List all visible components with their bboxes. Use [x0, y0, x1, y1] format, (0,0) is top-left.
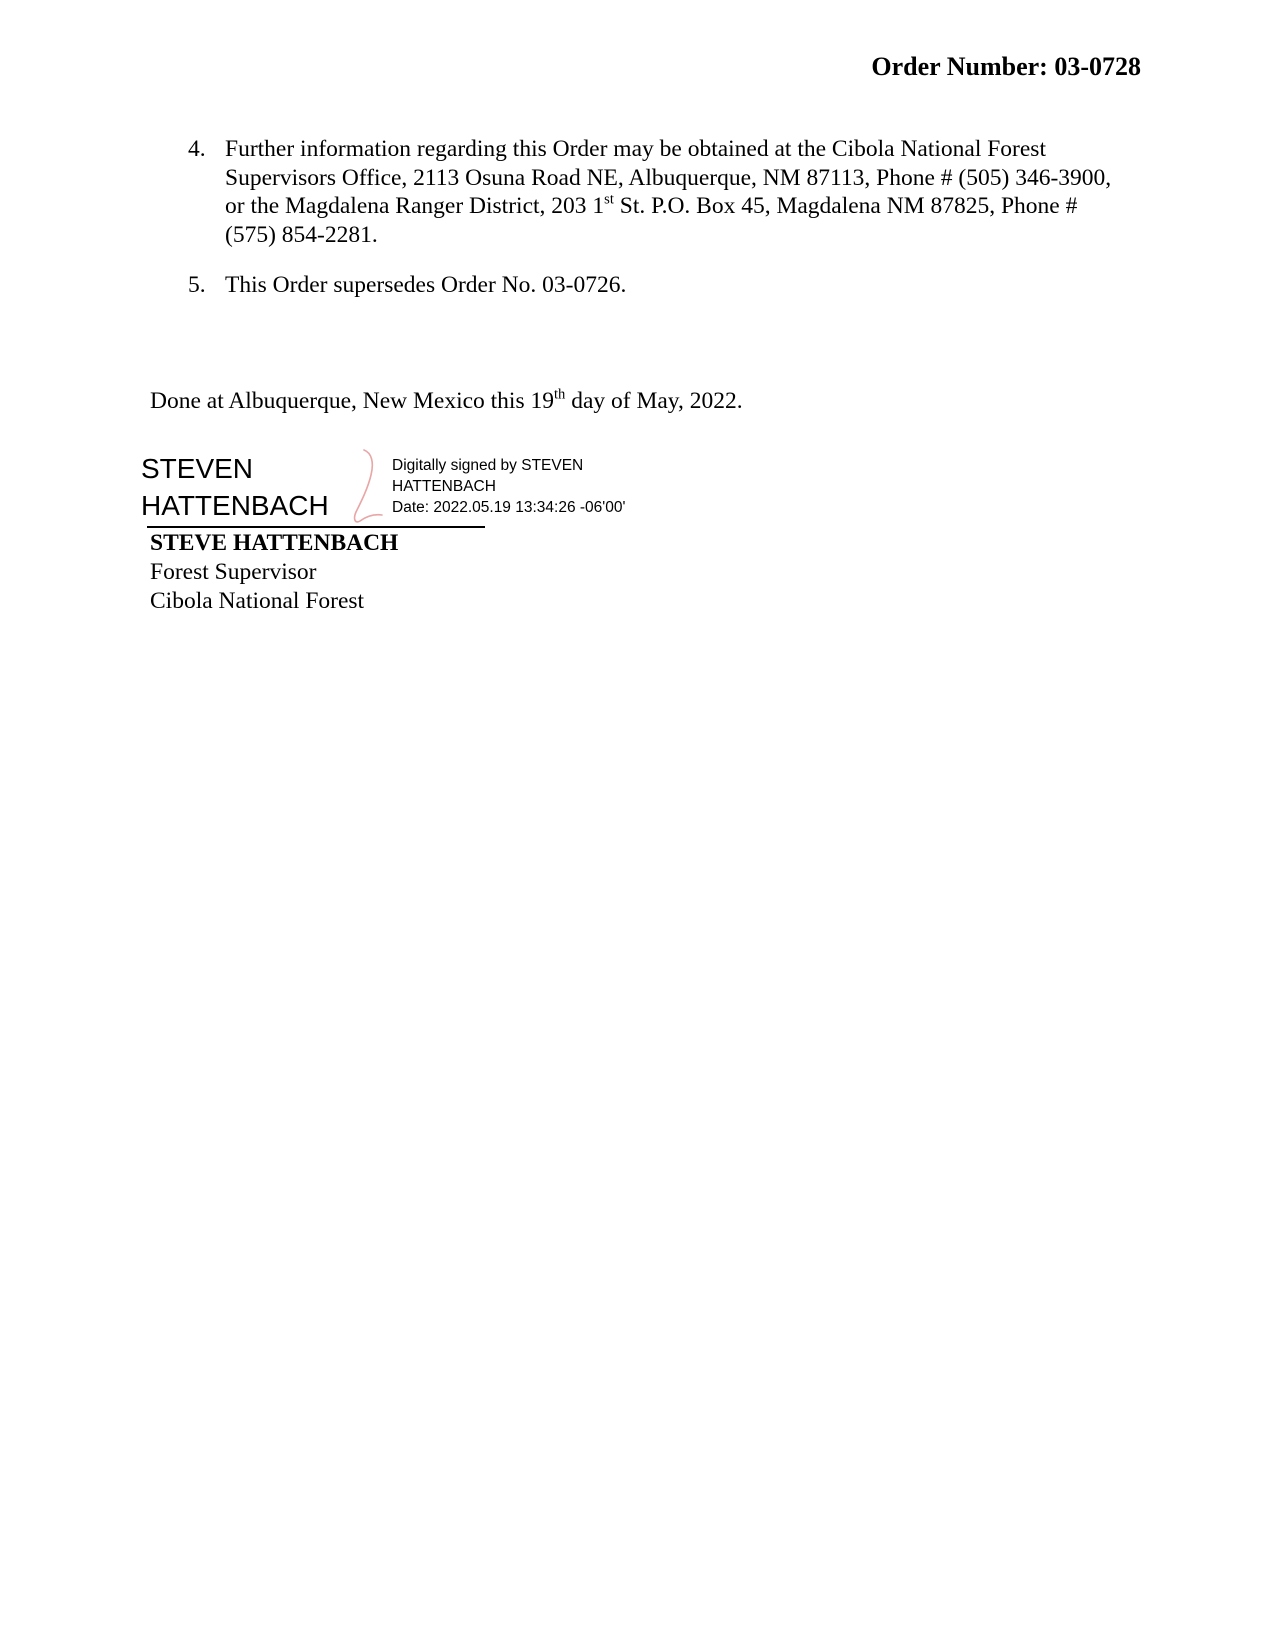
signature-name-line: STEVEN	[141, 453, 254, 484]
signature-underline	[147, 526, 485, 528]
signer-name: STEVE HATTENBACH	[150, 530, 399, 556]
signature-detail-line: HATTENBACH	[392, 478, 496, 495]
done-at-line	[150, 386, 743, 416]
done-prefix: Done at Albuquerque, New Mexico this 19	[150, 388, 554, 414]
signature-name-line: HATTENBACH	[141, 490, 329, 521]
digital-signature-details	[392, 455, 625, 518]
signer-organization: Cibola National Forest	[150, 588, 365, 614]
signer-block	[150, 529, 398, 616]
signature-logo-stroke	[355, 450, 382, 522]
item-text: This Order supersedes Order No. 03-0726.	[225, 272, 627, 298]
item-text-part: St. P.O. Box 45, Magdalena NM 87825, Phone # (575) 854-2281.	[225, 193, 1078, 248]
order-list	[188, 135, 1118, 300]
signature-detail-line: Digitally signed by STEVEN	[392, 457, 584, 474]
item-text-part: Further information regarding this Order may be obtained at the Cibola National Forest Supervisors Office, 2113 Osuna Road NE, Albuquerque, NM 87113, Phone # (505) 346-3900, or the Magdalena Ranger District, 203 1	[225, 136, 1112, 219]
item-number: 5.	[188, 272, 206, 298]
item-number: 4.	[188, 136, 206, 162]
list-item	[188, 271, 1118, 300]
list-item	[188, 135, 1118, 249]
signer-title: Forest Supervisor	[150, 559, 317, 585]
signature-logo-icon	[350, 448, 386, 526]
digital-signature-name	[141, 450, 329, 524]
order-number: Order Number: 03-0728	[871, 52, 1141, 81]
item-text	[225, 135, 1118, 249]
ordinal-suffix: st	[604, 191, 614, 208]
signature-date: Date: 2022.05.19 13:34:26 -06'00'	[392, 499, 626, 516]
ordinal-suffix: th	[554, 386, 566, 403]
done-suffix: day of May, 2022.	[565, 388, 743, 414]
